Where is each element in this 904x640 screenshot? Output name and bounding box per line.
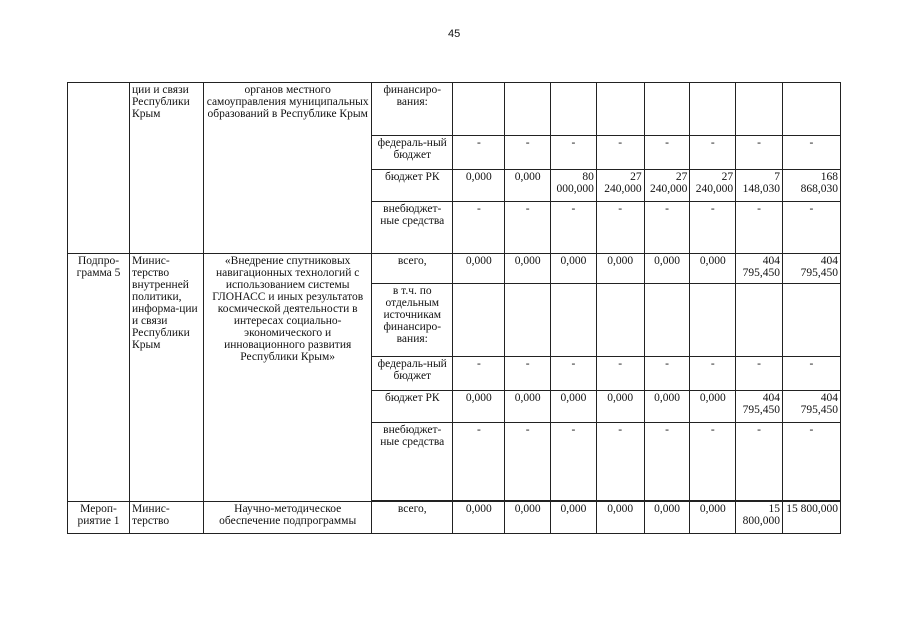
value-cell: 0,000 [453, 502, 505, 534]
value-cell: 168 868,030 [782, 170, 840, 202]
source-label-cell: федераль-ный бюджет [372, 357, 453, 391]
page-number: 45 [448, 28, 461, 40]
value-cell: 80 000,000 [551, 170, 597, 202]
value-cell: - [782, 136, 840, 170]
value-cell: - [551, 423, 597, 501]
value-cell: 0,000 [596, 502, 644, 534]
value-cell: - [596, 357, 644, 391]
value-cell: 15 800,000 [782, 502, 840, 534]
status-cell: Подпро-грамма 5 [68, 254, 130, 502]
source-header-cell: финансиро-вания: [372, 83, 453, 136]
value-cell: - [505, 423, 551, 501]
value-cell: 404 795,450 [782, 391, 840, 423]
value-cell: 404 795,450 [782, 254, 840, 284]
value-cell: - [644, 136, 690, 170]
value-cell: 0,000 [505, 254, 551, 284]
value-cell: 15 800,000 [736, 502, 783, 534]
value-cell: 0,000 [690, 391, 736, 423]
value-cell: - [453, 202, 505, 254]
value-cell: 7 148,030 [736, 170, 783, 202]
value-cell: 0,000 [551, 391, 597, 423]
source-label-cell: внебюджет-ные средства [372, 423, 453, 501]
value-cell: - [690, 202, 736, 254]
budget-table [67, 82, 841, 534]
value-cell: - [505, 202, 551, 254]
source-label-cell: бюджет РК [372, 170, 453, 202]
program-name-cell: органов местного самоуправления муниципальных образований в Республике Крым [204, 83, 372, 254]
value-cell: 0,000 [551, 254, 597, 284]
value-cell: 0,000 [644, 254, 690, 284]
value-cell: - [644, 423, 690, 501]
executor-cell: Минис-терство внутренней политики, информа-ции и связи Республики Крым [130, 254, 204, 502]
value-cell: 0,000 [644, 391, 690, 423]
value-cell: 0,000 [453, 391, 505, 423]
value-cell: - [551, 202, 597, 254]
executor-cell: ции и связи Республики Крым [130, 83, 204, 254]
source-label-cell: всего, [372, 254, 453, 284]
source-label-cell: федераль-ный бюджет [372, 136, 453, 170]
value-cell: - [690, 136, 736, 170]
source-label-cell: всего, [372, 502, 453, 534]
value-cell: - [505, 357, 551, 391]
value-cell: - [736, 357, 783, 391]
value-cell: 0,000 [453, 170, 505, 202]
value-cell: - [736, 136, 783, 170]
value-cell: - [596, 202, 644, 254]
value-cell: 0,000 [596, 254, 644, 284]
value-cell: - [453, 423, 505, 501]
table-row [68, 254, 841, 284]
status-cell: Мероп-риятие 1 [68, 502, 130, 534]
value-cell: 0,000 [690, 502, 736, 534]
value-cell: - [782, 423, 840, 501]
value-cell: 0,000 [453, 254, 505, 284]
value-cell: - [453, 136, 505, 170]
value-cell: 0,000 [505, 391, 551, 423]
value-cell: - [782, 202, 840, 254]
value-cell: 404 795,450 [736, 254, 783, 284]
value-cell: - [596, 423, 644, 501]
value-cell: - [505, 136, 551, 170]
value-cell: - [690, 423, 736, 501]
value-cell: - [644, 202, 690, 254]
value-cell: - [736, 202, 783, 254]
value-cell: 0,000 [644, 502, 690, 534]
executor-cell: Минис-терство [130, 502, 204, 534]
value-cell: - [551, 136, 597, 170]
value-cell: - [453, 357, 505, 391]
value-cell: 0,000 [596, 391, 644, 423]
value-cell: 0,000 [690, 254, 736, 284]
table-row [68, 502, 841, 534]
program-name-cell: Научно-методическое обеспечение подпрограммы [204, 502, 372, 534]
value-cell: 27 240,000 [596, 170, 644, 202]
value-cell: 27 240,000 [644, 170, 690, 202]
value-cell: 27 240,000 [690, 170, 736, 202]
source-label-cell: внебюджет-ные средства [372, 202, 453, 254]
value-cell: 0,000 [505, 502, 551, 534]
source-header-cell: в т.ч. по отдельным источникам финансиро-вания: [372, 284, 453, 357]
value-cell: - [782, 357, 840, 391]
source-label-cell: бюджет РК [372, 391, 453, 423]
value-cell: - [644, 357, 690, 391]
value-cell: 0,000 [551, 502, 597, 534]
value-cell: - [736, 423, 783, 501]
table-row [68, 83, 841, 136]
program-name-cell: «Внедрение спутниковых навигационных технологий с использованием системы ГЛОНАСС и иных результатов космической деятельности в интересах социально-экономического и инновационного развития Республики Крым» [204, 254, 372, 502]
value-cell: - [690, 357, 736, 391]
value-cell: 0,000 [505, 170, 551, 202]
status-cell [68, 83, 130, 254]
value-cell: 404 795,450 [736, 391, 783, 423]
value-cell: - [596, 136, 644, 170]
value-cell: - [551, 357, 597, 391]
